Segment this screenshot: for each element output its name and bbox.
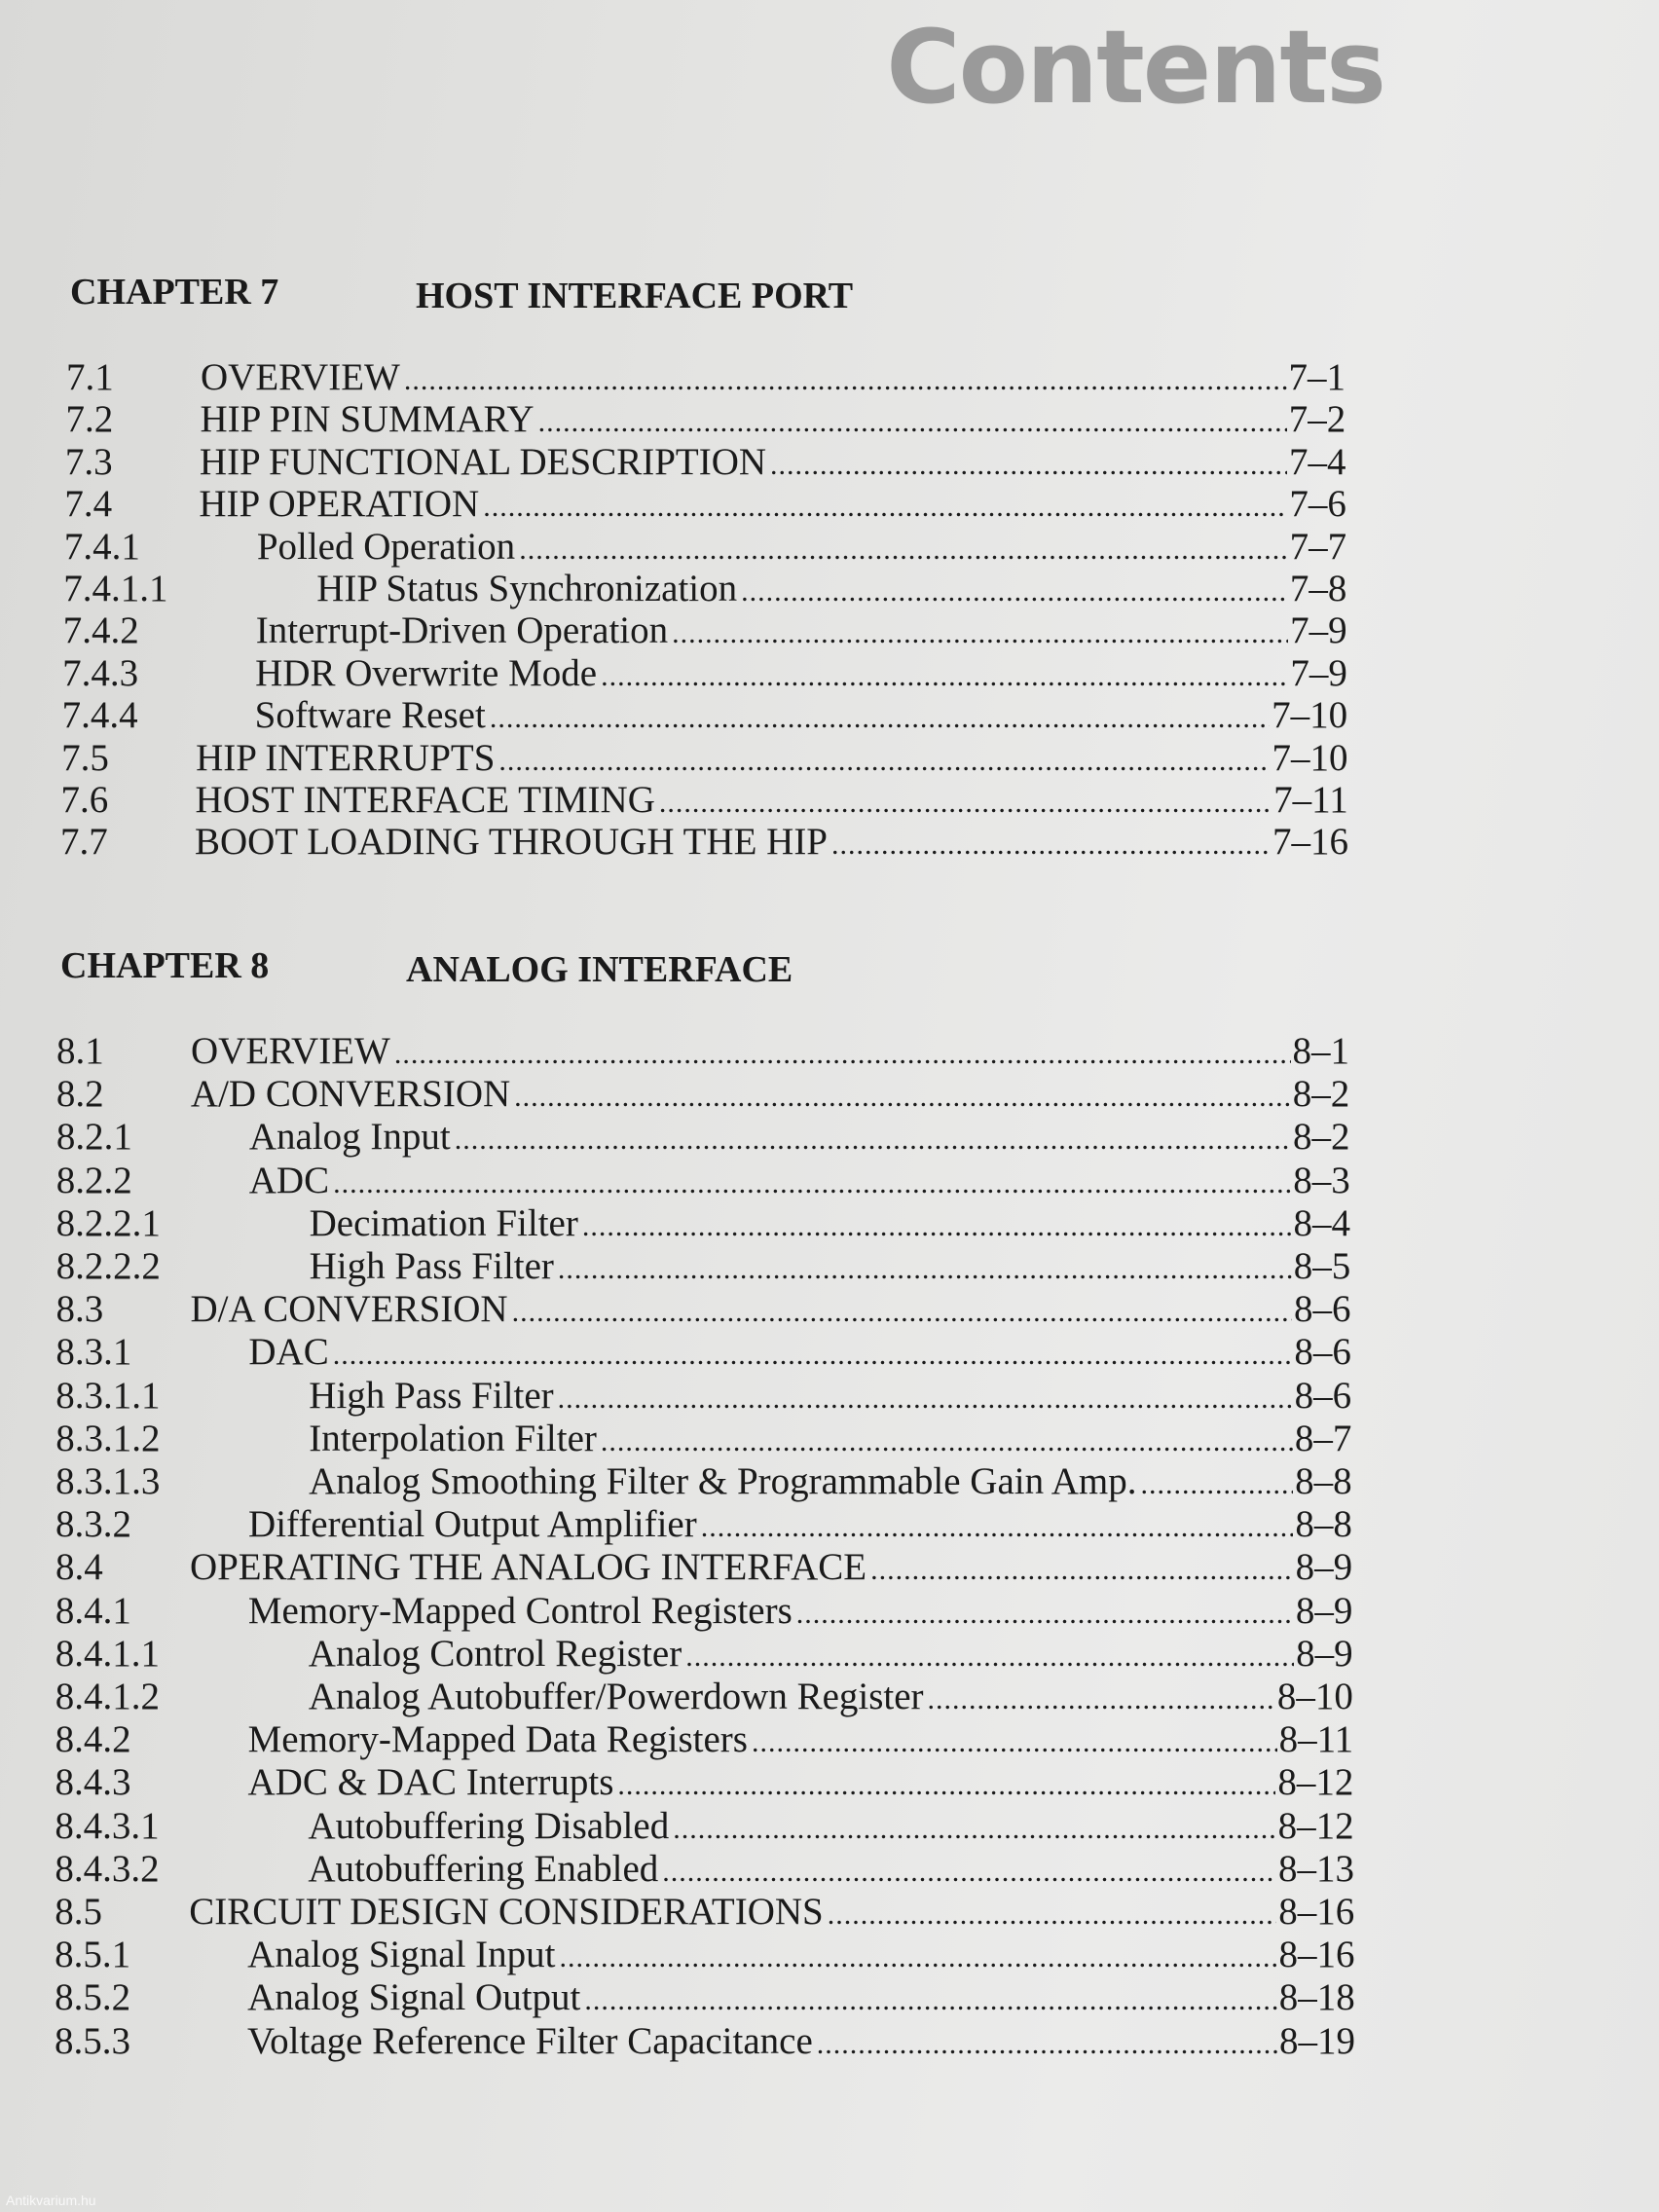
toc-entry[interactable] — [56, 1202, 1350, 1245]
dot-leader — [558, 1378, 1293, 1420]
dot-leader — [673, 1808, 1275, 1851]
toc-entry[interactable] — [55, 2020, 1355, 2063]
entry-line — [196, 779, 1348, 825]
toc-entry[interactable] — [55, 1676, 1353, 1718]
dot-leader — [512, 1291, 1292, 1334]
toc-entry[interactable] — [66, 356, 1346, 399]
toc-entry[interactable] — [55, 1460, 1351, 1503]
page-number: 8–9 — [1295, 1546, 1353, 1589]
toc-entry[interactable] — [55, 1418, 1351, 1460]
entry-line — [249, 1116, 1350, 1161]
dot-leader — [514, 1076, 1291, 1119]
dot-leader — [498, 740, 1270, 783]
page-number: 7–16 — [1272, 821, 1348, 864]
page-number: 7–9 — [1290, 609, 1347, 652]
page-number: 8–16 — [1278, 1934, 1355, 1976]
chapter-heading — [60, 944, 1423, 993]
section-number: 7.4.4 — [61, 694, 138, 737]
section-number: 7.4.2 — [62, 609, 139, 652]
section-title: Analog Signal Output — [247, 1976, 581, 2019]
page-number: 8–6 — [1294, 1331, 1351, 1374]
dot-leader — [601, 655, 1288, 698]
page-number: 8–19 — [1279, 2019, 1355, 2062]
entry-line — [191, 1073, 1349, 1119]
toc-entry[interactable] — [55, 1288, 1350, 1331]
section-title: Autobuffering Enabled — [308, 1847, 659, 1890]
section-title: Polled Operation — [256, 525, 516, 568]
section-number: 8.4.3.2 — [55, 1847, 160, 1890]
entry-line — [248, 1331, 1350, 1377]
chapter-heading — [70, 271, 1433, 319]
page-number: 8–13 — [1277, 1847, 1354, 1890]
toc-entry[interactable] — [62, 652, 1347, 695]
page-number: 7–8 — [1289, 568, 1347, 609]
toc-entry[interactable] — [64, 483, 1346, 526]
section-title: D/A CONVERSION — [190, 1288, 508, 1331]
toc-entry[interactable] — [64, 526, 1346, 569]
page-number: 8–12 — [1277, 1761, 1354, 1804]
dot-leader — [333, 1334, 1293, 1377]
section-title: Memory-Mapped Control Registers — [247, 1589, 793, 1632]
section-number: 7.4 — [64, 483, 113, 526]
entry-line — [248, 1590, 1353, 1636]
dot-leader — [817, 2023, 1277, 2066]
contents-heading: Contents — [886, 8, 1384, 127]
page-number: 8–1 — [1292, 1030, 1349, 1072]
section-title: Interrupt-Driven Operation — [255, 609, 669, 652]
dot-leader — [582, 1205, 1292, 1248]
toc-entry[interactable] — [65, 398, 1346, 441]
section-title: Voltage Reference Filter Capacitance — [247, 2019, 813, 2062]
entry-line — [255, 652, 1347, 698]
toc-entry[interactable] — [55, 1633, 1353, 1676]
section-title: BOOT LOADING THROUGH THE HIP — [195, 821, 828, 864]
section-number: 8.3.1.3 — [55, 1460, 161, 1502]
dot-leader — [828, 1894, 1276, 1936]
entry-line — [256, 609, 1347, 655]
section-title: A/D CONVERSION — [190, 1073, 511, 1116]
section-number: 8.5.2 — [55, 1976, 131, 2019]
entry-line — [247, 1934, 1354, 1979]
toc-entry[interactable] — [55, 1805, 1353, 1848]
toc-entry[interactable] — [55, 1848, 1354, 1891]
section-title: Decimation Filter — [309, 1201, 578, 1244]
section-title: Analog Input — [248, 1116, 451, 1159]
entry-line — [309, 1676, 1353, 1721]
page-number: 7–2 — [1288, 398, 1346, 441]
entry-line — [190, 1546, 1352, 1592]
entry-line — [308, 1848, 1354, 1894]
section-title: ADC & DAC Interrupts — [247, 1761, 614, 1804]
page-number: 7–11 — [1273, 779, 1348, 821]
section-title: HDR Overwrite Mode — [255, 651, 598, 694]
section-number: 7.3 — [64, 440, 113, 483]
section-title: High Pass Filter — [309, 1245, 554, 1287]
section-number: 8.3.1.2 — [55, 1417, 161, 1459]
dot-leader — [770, 444, 1287, 487]
page-number: 7–1 — [1288, 356, 1346, 398]
toc-entry[interactable] — [55, 1761, 1354, 1804]
chapter-number: CHAPTER 7 — [70, 272, 279, 313]
section-title: Autobuffering Disabled — [308, 1804, 670, 1847]
section-number: 8.5.1 — [55, 1934, 131, 1976]
dot-leader — [490, 697, 1270, 740]
toc-entry[interactable] — [55, 1590, 1353, 1633]
entry-line — [247, 1976, 1355, 2022]
section-number: 8.3.1 — [55, 1331, 132, 1374]
section-number: 7.2 — [65, 398, 114, 441]
entry-line — [201, 356, 1346, 402]
entry-line — [191, 1030, 1349, 1076]
entry-line — [200, 441, 1346, 487]
page-number: 8–11 — [1278, 1718, 1354, 1761]
toc-entry[interactable] — [55, 1331, 1350, 1374]
dot-leader — [685, 1636, 1294, 1678]
entry-line — [310, 1202, 1350, 1248]
entry-line — [308, 1805, 1353, 1851]
page-number: 8–2 — [1292, 1073, 1350, 1116]
toc-entry[interactable] — [56, 1073, 1349, 1116]
section-number: 7.6 — [60, 779, 109, 821]
dot-leader — [796, 1593, 1294, 1636]
page-number: 7–10 — [1272, 736, 1348, 779]
page-number: 8–5 — [1293, 1245, 1351, 1287]
page-number: 8–7 — [1294, 1417, 1352, 1459]
entry-line — [316, 568, 1346, 613]
section-number: 7.4.1 — [63, 525, 140, 568]
dot-leader — [601, 1420, 1293, 1463]
section-title: Analog Autobuffer/Powerdown Register — [308, 1676, 924, 1717]
section-title: Analog Signal Input — [247, 1934, 556, 1976]
page-number: 8–9 — [1296, 1632, 1353, 1675]
toc-entry[interactable] — [55, 1934, 1354, 1976]
section-title: HIP INTERRUPTS — [196, 736, 496, 779]
section-number: 7.5 — [61, 736, 109, 779]
entry-line — [309, 1375, 1351, 1420]
page-number: 7–6 — [1289, 483, 1346, 526]
section-number: 7.4.3 — [62, 651, 139, 694]
dot-leader — [617, 1764, 1275, 1807]
toc-entry[interactable] — [63, 609, 1347, 652]
toc-entry[interactable] — [56, 1116, 1350, 1159]
entry-line — [255, 694, 1348, 740]
chapter-title: ANALOG INTERFACE — [406, 949, 793, 990]
toc-entry[interactable] — [62, 694, 1348, 737]
toc-entry[interactable] — [63, 568, 1346, 610]
toc-entry[interactable] — [65, 441, 1346, 484]
dot-leader — [455, 1119, 1291, 1161]
entry-line — [195, 821, 1348, 866]
chapter-number: CHAPTER 8 — [60, 945, 270, 986]
dot-leader — [701, 1506, 1294, 1549]
section-number: 8.4.1 — [55, 1589, 131, 1632]
toc-entry[interactable] — [56, 1030, 1349, 1073]
section-title: OPERATING THE ANALOG INTERFACE — [189, 1546, 867, 1589]
dot-leader — [394, 1033, 1291, 1076]
section-number: 8.3.2 — [55, 1503, 132, 1546]
section-number: 8.4 — [55, 1546, 103, 1589]
dot-leader — [870, 1549, 1294, 1592]
section-number: 7.4.1.1 — [63, 568, 168, 609]
entry-line — [189, 1891, 1354, 1936]
section-number: 8.2.2 — [55, 1159, 132, 1201]
section-number: 8.4.1.2 — [55, 1676, 160, 1717]
section-title: HIP Status Synchronization — [316, 568, 738, 609]
dot-leader — [333, 1162, 1291, 1205]
entry-line — [257, 526, 1346, 571]
section-title: OVERVIEW — [191, 1030, 390, 1072]
toc-entry[interactable] — [61, 779, 1348, 822]
toc-entry[interactable] — [55, 1718, 1354, 1761]
toc-entry[interactable] — [56, 1160, 1350, 1202]
entry-line — [200, 398, 1346, 444]
section-title: HIP OPERATION — [199, 483, 480, 526]
dot-leader — [404, 359, 1287, 402]
dot-leader — [584, 1979, 1276, 2022]
section-title: Differential Output Amplifier — [248, 1503, 697, 1546]
section-title: High Pass Filter — [309, 1374, 554, 1417]
section-title: ADC — [248, 1159, 330, 1201]
dot-leader — [659, 782, 1272, 825]
section-title: HIP PIN SUMMARY — [200, 398, 535, 441]
page-number: 8–4 — [1293, 1201, 1351, 1244]
entry-line — [309, 1418, 1351, 1463]
dot-leader — [538, 401, 1287, 444]
page-number: 8–16 — [1278, 1891, 1355, 1933]
toc-entry[interactable] — [60, 821, 1348, 864]
section-number: 8.2.2.2 — [55, 1245, 161, 1287]
dot-leader — [483, 486, 1287, 529]
entry-line — [310, 1245, 1351, 1291]
section-number: 8.5 — [55, 1891, 102, 1933]
dot-leader — [928, 1678, 1275, 1721]
section-title: Memory-Mapped Data Registers — [247, 1718, 748, 1761]
entry-line — [249, 1160, 1350, 1205]
toc-entry[interactable] — [56, 1245, 1351, 1288]
entry-line — [309, 1633, 1353, 1678]
toc-entry[interactable] — [55, 1976, 1355, 2019]
page-number: 8–6 — [1294, 1288, 1351, 1331]
section-title: Interpolation Filter — [309, 1417, 597, 1459]
page-number: 8–8 — [1295, 1503, 1352, 1546]
section-title: Software Reset — [254, 694, 486, 737]
dot-leader — [1140, 1463, 1293, 1506]
section-title: HOST INTERFACE TIMING — [195, 779, 655, 821]
section-number: 8.2 — [55, 1073, 104, 1116]
section-number: 7.1 — [66, 356, 114, 398]
section-title: Analog Smoothing Filter & Programmable Gain Amp. — [309, 1460, 1137, 1502]
page-number: 8–3 — [1293, 1159, 1350, 1201]
toc-entry[interactable] — [55, 1375, 1351, 1418]
entry-line — [309, 1460, 1351, 1506]
chapter-title: HOST INTERFACE PORT — [416, 276, 854, 316]
toc-entry[interactable] — [55, 1503, 1352, 1546]
entry-line — [248, 1718, 1354, 1764]
page-number: 8–12 — [1277, 1804, 1354, 1847]
dot-leader — [662, 1851, 1276, 1894]
page-number: 8–9 — [1295, 1589, 1353, 1632]
entry-line — [247, 2020, 1355, 2066]
section-number: 8.4.3 — [55, 1761, 131, 1804]
section-title: OVERVIEW — [201, 356, 400, 398]
page-number: 8–10 — [1276, 1676, 1353, 1717]
section-number: 8.4.2 — [55, 1718, 131, 1761]
section-title: DAC — [248, 1331, 329, 1374]
page-number: 8–8 — [1295, 1460, 1352, 1502]
toc-entry[interactable] — [61, 737, 1347, 780]
page-number: 8–6 — [1294, 1374, 1352, 1417]
section-number: 8.4.1.1 — [55, 1632, 161, 1675]
section-number: 8.2.2.1 — [55, 1201, 161, 1244]
toc-entry[interactable] — [55, 1891, 1354, 1934]
watermark: Antikvarium.hu — [6, 2193, 96, 2208]
section-number: 8.3 — [55, 1288, 104, 1331]
section-title: Analog Control Register — [308, 1632, 682, 1675]
section-title: HIP FUNCTIONAL DESCRIPTION — [199, 440, 767, 483]
page-number: 7–7 — [1289, 525, 1347, 568]
toc-entry[interactable] — [55, 1546, 1352, 1589]
section-number: 8.5.3 — [55, 2019, 130, 2062]
dot-leader — [831, 824, 1271, 866]
section-title: CIRCUIT DESIGN CONSIDERATIONS — [189, 1891, 824, 1933]
section-number: 7.7 — [60, 821, 108, 864]
dot-leader — [519, 529, 1287, 571]
entry-line — [196, 737, 1347, 783]
page-number: 7–4 — [1289, 440, 1346, 483]
section-number: 8.1 — [56, 1030, 104, 1072]
dot-leader — [752, 1721, 1277, 1764]
dot-leader — [559, 1936, 1276, 1979]
section-number: 8.2.1 — [55, 1116, 132, 1159]
dot-leader — [558, 1248, 1292, 1291]
entry-line — [248, 1761, 1354, 1807]
entry-line — [248, 1503, 1352, 1549]
entry-line — [190, 1288, 1350, 1334]
page-number: 8–18 — [1278, 1976, 1355, 2019]
page-number: 7–10 — [1272, 694, 1348, 737]
section-number: 8.4.3.1 — [55, 1804, 160, 1847]
entry-line — [199, 483, 1346, 529]
page-number: 7–9 — [1290, 651, 1347, 694]
section-number: 8.3.1.1 — [55, 1374, 161, 1417]
page-number: 8–2 — [1293, 1116, 1350, 1159]
dot-leader — [741, 571, 1288, 613]
dot-leader — [672, 612, 1288, 655]
